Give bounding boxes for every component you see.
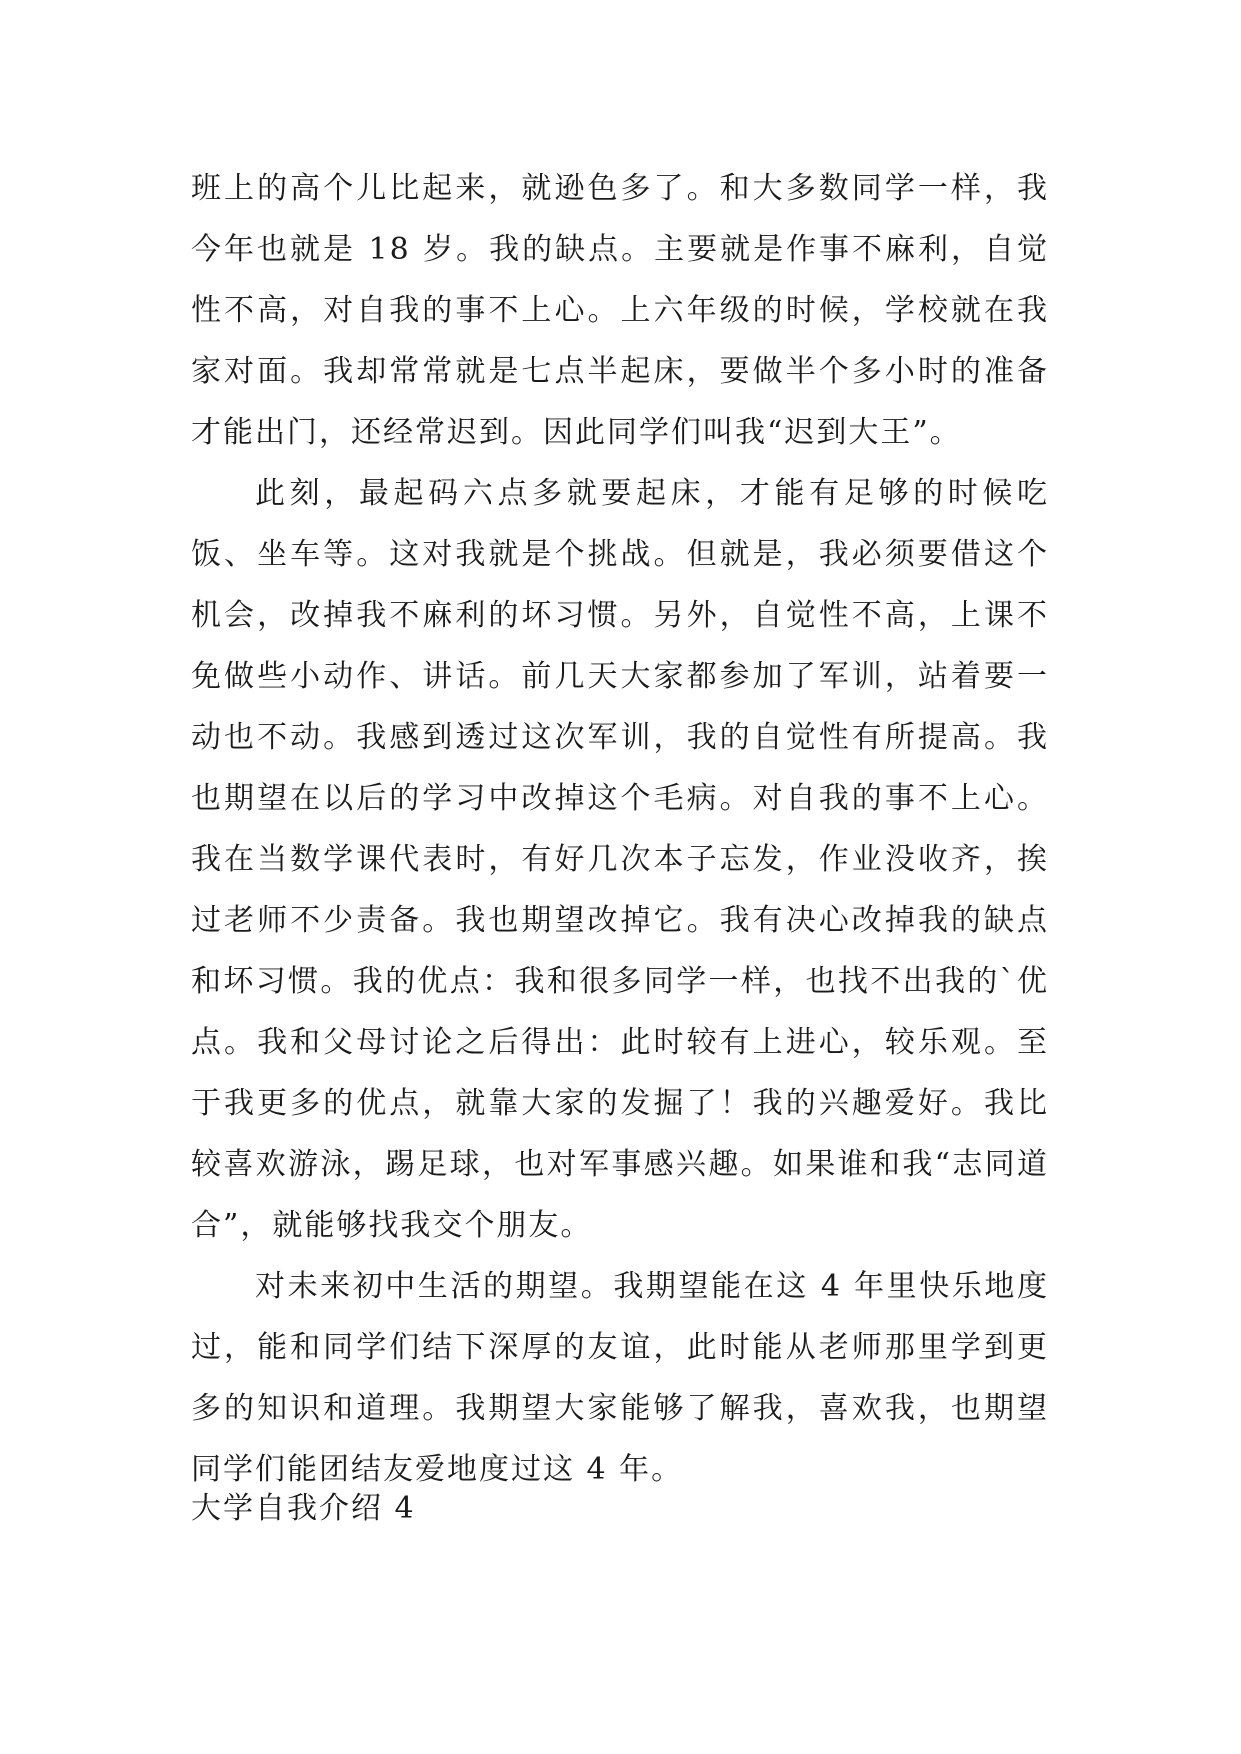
paragraph-1: 班上的高个儿比起来，就逊色多了。和大多数同学一样，我今年也就是 18 岁。我的缺点。主要就是作事不麻利，自觉性不高，对自我的事不上心。上六年级的时候，学校就在我家对面。我却常常就是七点半起床，要做半个多小时的准备才能出门，还经常迟到。因此同学们叫我“迟到大王”。 bbox=[191, 171, 1049, 450]
document-body bbox=[191, 158, 1049, 1500]
paragraph-2: 此刻，最起码六点多就要起床，才能有足够的时候吃饭、坐车等。这对我就是个挑战。但就是，我必须要借这个机会，改掉我不麻利的坏习惯。另外，自觉性不高，上课不免做些小动作、讲话。前几天大家都参加了军训，站着要一动也不动。我感到透过这次军训，我的自觉性有所提高。我也期望在以后的学习中改掉这个毛病。对自我的事不上心。我在当数学课代表时，有好几次本子忘发，作业没收齐，挨过老师不少责备。我也期望改掉它。我有决心改掉我的缺点和坏习惯。我的优点：我和很多同学一样，也找不出我的`优点。我和父母讨论之后得出：此时较有上进心，较乐观。至于我更多的优点，就靠大家的发掘了！我的兴趣爱好。我比较喜欢游泳，踢足球，也对军事感兴趣。如果谁和我“志同道合”，就能够找我交个朋友。 bbox=[191, 476, 1049, 1243]
paragraph-3: 对未来初中生活的期望。我期望能在这 4 年里快乐地度过，能和同学们结下深厚的友谊，此时能从老师那里学到更多的知识和道理。我期望大家能够了解我，喜欢我，也期望同学们能团结友爱地度过这 4 年。 bbox=[191, 1269, 1049, 1487]
section-heading: 大学自我介绍 4 bbox=[191, 1491, 416, 1526]
